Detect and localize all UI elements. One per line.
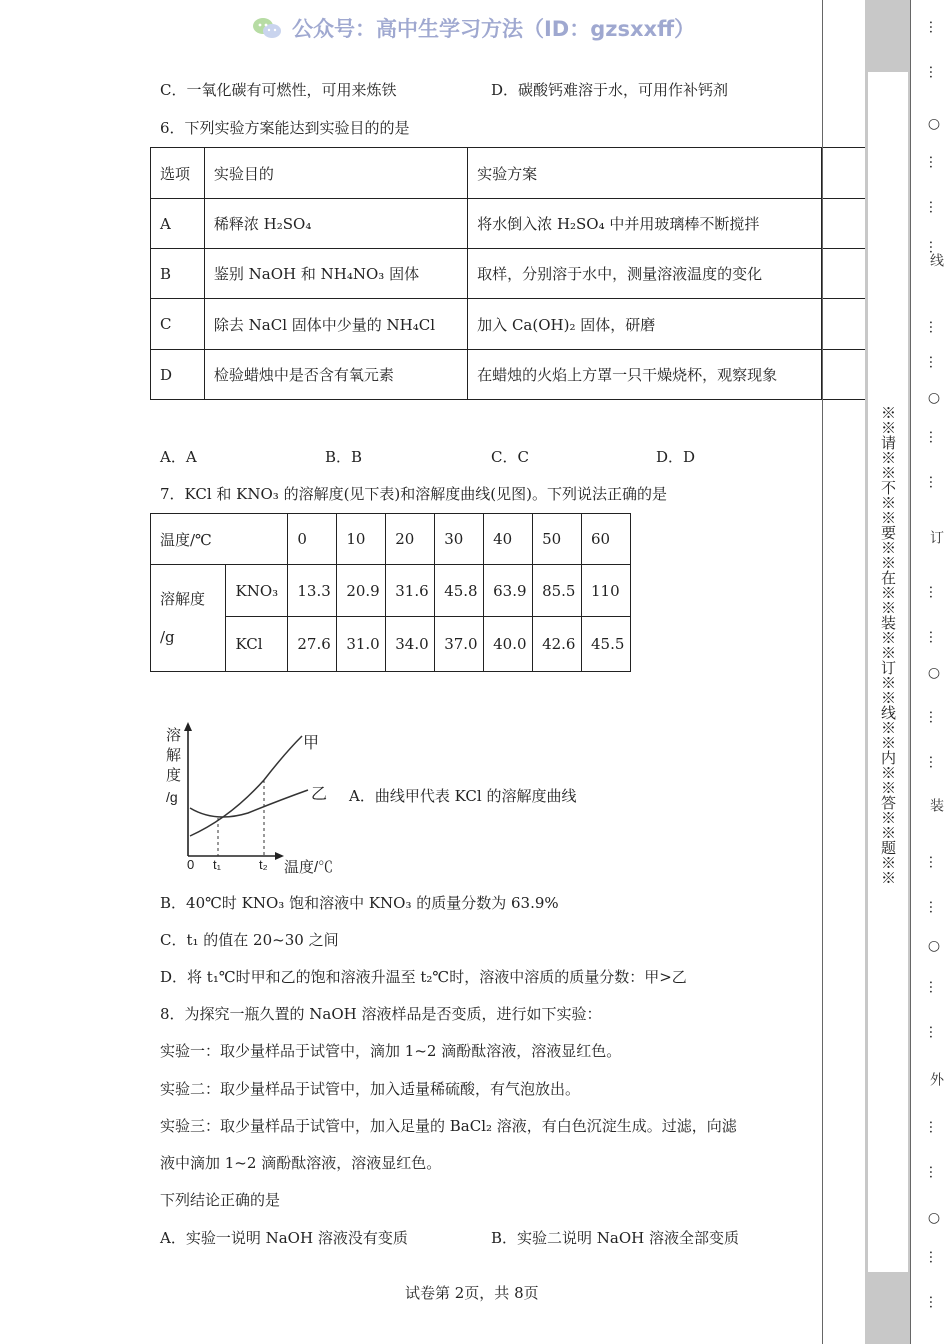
ding-label: 订: [928, 530, 944, 544]
dot-mark: …: [926, 585, 942, 599]
table-cell: 加入 Ca(OH)₂ 固体，研磨: [468, 299, 822, 350]
dot-mark: …: [926, 320, 942, 334]
table-cell: 13.3: [288, 565, 337, 617]
q7-solubility-table: [150, 513, 631, 672]
q7-option-a: A．曲线甲代表 KCl 的溶解度曲线: [349, 787, 577, 805]
table-row: [151, 565, 631, 617]
table-cell: 取样，分别溶于水中，测量溶液温度的变化: [468, 249, 822, 299]
table-header-cell: 选项: [151, 148, 205, 199]
temp-cell: 0: [288, 514, 337, 565]
curve-jia-label: 甲: [303, 735, 320, 752]
table-cell: 63.9: [484, 565, 533, 617]
table-empty-cell: [822, 148, 866, 199]
q6-option-c: C．C: [491, 448, 529, 466]
dot-mark: …: [926, 475, 942, 489]
solubility-graph: [160, 718, 360, 883]
q8-option-b: B．实验二说明 NaOH 溶液全部变质: [491, 1229, 740, 1247]
table-row: [151, 350, 866, 400]
q8-question: 下列结论正确的是: [160, 1191, 281, 1209]
table-empty-cell: [822, 249, 866, 299]
watermark-text: 公众号：高中生学习方法（ID：gzsxxff）: [292, 17, 696, 41]
dot-mark: …: [926, 980, 942, 994]
table-cell: 34.0: [386, 617, 435, 672]
table-cell: C: [151, 299, 205, 350]
circle-mark: ○: [926, 1210, 942, 1226]
y-label-1: 溶: [166, 727, 182, 744]
binding-line: [910, 0, 911, 1344]
table-cell: 检验蜡烛中是否含有氧元素: [204, 350, 467, 400]
q7-option-d: D．将 t₁℃时甲和乙的饱和溶液升温至 t₂℃时，溶液中溶质的质量分数：甲>乙: [160, 968, 687, 986]
y-label-3: 度: [166, 767, 182, 784]
q5-option-d: D．碳酸钙难溶于水，可用作补钙剂: [491, 81, 729, 99]
dot-mark: …: [926, 855, 942, 869]
table-cell: 31.0: [337, 617, 386, 672]
table-cell: 除去 NaCl 固体中少量的 NH₄Cl: [204, 299, 467, 350]
solubility-label-cell: [151, 565, 226, 672]
q8-stem: 8．为探究一瓶久置的 NaOH 溶液样品是否变质，进行如下实验：: [160, 1005, 602, 1023]
dot-mark: …: [926, 1120, 942, 1134]
table-cell: 鉴别 NaOH 和 NH₄NO₃ 固体: [204, 249, 467, 299]
table-cell: 85.5: [533, 565, 582, 617]
margin-line: [822, 0, 823, 1344]
y-label-4: /g: [166, 789, 178, 805]
temp-cell: 40: [484, 514, 533, 565]
dot-mark: …: [926, 1295, 942, 1309]
table-cell: B: [151, 249, 205, 299]
dot-mark: …: [926, 755, 942, 769]
table-cell: 27.6: [288, 617, 337, 672]
table-empty-cell: [822, 350, 866, 400]
temp-label-cell: 温度/℃: [151, 514, 288, 565]
q7-option-b: B．40℃时 KNO₃ 饱和溶液中 KNO₃ 的质量分数为 63.9%: [160, 894, 559, 912]
temp-cell: 10: [337, 514, 386, 565]
q5-option-c: C．一氧化碳有可燃性，可用来炼铁: [160, 81, 397, 99]
dot-mark: …: [926, 1165, 942, 1179]
table-cell: 稀释浓 H₂SO₄: [204, 199, 467, 249]
wechat-icon: [252, 16, 282, 40]
table-row: [151, 199, 866, 249]
wai-label: 外: [928, 1072, 944, 1086]
q8-exp3-line1: 实验三：取少量样品于试管中，加入足量的 BaCl₂ 溶液，有白色沉淀生成。过滤，向滤: [160, 1117, 737, 1135]
origin-label: 0: [187, 857, 195, 872]
table-cell: 45.8: [435, 565, 484, 617]
table-cell: 31.6: [386, 565, 435, 617]
table-header-cell: 实验方案: [468, 148, 822, 199]
table-header-cell: 实验目的: [204, 148, 467, 199]
t2-label: t₂: [259, 857, 268, 872]
dot-mark: …: [926, 630, 942, 644]
solubility-label-line2: /g: [160, 628, 175, 646]
table-row: [151, 249, 866, 299]
table-cell: 37.0: [435, 617, 484, 672]
table-cell: 110: [582, 565, 631, 617]
dot-mark: …: [926, 20, 942, 34]
q7-stem: 7．KCl 和 KNO₃ 的溶解度(见下表)和溶解度曲线(见图)。下列说法正确的是: [160, 485, 667, 503]
binding-marks: [926, 20, 944, 1330]
q6-option-d: D．D: [656, 448, 696, 466]
q7-option-c: C．t₁ 的值在 20~30 之间: [160, 931, 339, 949]
q6-option-b: B．B: [325, 448, 363, 466]
q8-exp2: 实验二：取少量样品于试管中，加入适量稀硫酸，有气泡放出。: [160, 1080, 581, 1098]
dot-mark: …: [926, 430, 942, 444]
table-cell: 在蜡烛的火焰上方罩一只干燥烧杯，观察现象: [468, 350, 822, 400]
x-axis-arrow: [275, 852, 284, 860]
substance-cell: KNO₃: [226, 565, 288, 617]
y-axis-arrow: [184, 722, 192, 731]
page-footer: 试卷第 2页，共 8页: [405, 1284, 539, 1302]
q8-exp3-line2: 液中滴加 1~2 滴酚酞溶液，溶液显红色。: [160, 1154, 442, 1172]
binding-warning: ※※请※※不※※要※※在※※装※※订※※线※※内※※答※※题※※: [879, 405, 897, 885]
q8-exp1: 实验一：取少量样品于试管中，滴加 1~2 滴酚酞溶液，溶液显红色。: [160, 1042, 622, 1060]
q6-option-a: A．A: [160, 448, 197, 466]
table-header-row: [151, 514, 631, 565]
q6-stem: 6．下列实验方案能达到实验目的的是: [160, 119, 410, 137]
table-cell: 40.0: [484, 617, 533, 672]
dot-mark: …: [926, 240, 942, 254]
temp-cell: 30: [435, 514, 484, 565]
dot-mark: …: [926, 65, 942, 79]
solubility-label-line1: 溶解度: [160, 590, 206, 608]
table-cell: 将水倒入浓 H₂SO₄ 中并用玻璃棒不断搅拌: [468, 199, 822, 249]
table-cell: D: [151, 350, 205, 400]
q6-table: [150, 147, 866, 400]
dot-mark: …: [926, 1025, 942, 1039]
curve-jia: [190, 736, 302, 836]
dot-mark: …: [926, 200, 942, 214]
header-watermark: [252, 12, 695, 44]
circle-mark: ○: [926, 390, 942, 406]
curve-yi-label: 乙: [311, 786, 328, 803]
temp-cell: 60: [582, 514, 631, 565]
circle-mark: ○: [926, 938, 942, 954]
dot-mark: …: [926, 155, 942, 169]
table-cell: A: [151, 199, 205, 249]
t1-label: t₁: [213, 857, 221, 872]
dot-mark: …: [926, 355, 942, 369]
circle-mark: ○: [926, 665, 942, 681]
temp-cell: 50: [533, 514, 582, 565]
temp-cell: 20: [386, 514, 435, 565]
zhuang-label: 装: [928, 798, 944, 812]
table-empty-cell: [822, 199, 866, 249]
dot-mark: …: [926, 710, 942, 724]
table-cell: 20.9: [337, 565, 386, 617]
dot-mark: …: [926, 900, 942, 914]
x-axis-label: 温度/℃: [284, 859, 334, 876]
table-cell: 42.6: [533, 617, 582, 672]
table-empty-cell: [822, 299, 866, 350]
circle-mark: ○: [926, 116, 942, 132]
y-label-2: 解: [166, 747, 182, 764]
table-row: [151, 299, 866, 350]
q8-option-a: A．实验一说明 NaOH 溶液没有变质: [160, 1229, 408, 1247]
curve-yi: [190, 790, 308, 817]
table-header-row: [151, 148, 866, 199]
dot-mark: …: [926, 1250, 942, 1264]
substance-cell: KCl: [226, 617, 288, 672]
table-cell: 45.5: [582, 617, 631, 672]
line-label: 线: [928, 253, 944, 267]
